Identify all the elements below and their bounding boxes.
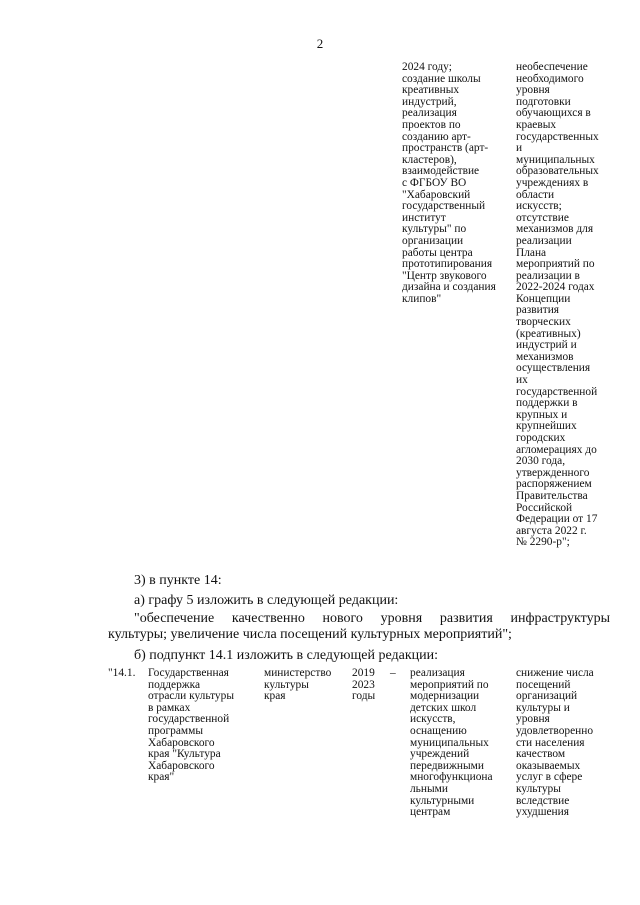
list-item-3: 3) в пункте 14: (134, 573, 222, 588)
quoted-amendment-line-2: культуры; увеличение числа посещений культурных мероприятий"; (108, 627, 512, 642)
table-cell-executor: министерство культуры края (264, 667, 332, 703)
table-cell-measures-continued: 2024 году; создание школы креативных индустрий, реализация проектов по созданию арт- пространств (арт- кластеров), взаимодействие с ФГБОУ ВО "Хабаровский государственный институт культуры" по организации работы центра прототипирования "Центр звукового дизайна и создания клипов" (402, 61, 496, 305)
quoted-amendment (108, 611, 610, 643)
list-item-a: а) графу 5 изложить в следующей редакции: (134, 593, 399, 608)
table-cell-period: 2019 2023 годы (352, 667, 376, 703)
table-cell-measures: реализация мероприятий по модернизации детских школ искусств, оснащению муниципальных учреждений передвижными многофункциона льными культурными центрам (410, 667, 493, 819)
table-cell-risks: снижение числа посещений организаций культуры и уровня удовлетворенно сти населения качеством оказываемых услуг в сфере культуры вследствие ухудшения (516, 667, 594, 819)
list-item-b: б) подпункт 14.1 изложить в следующей редакции: (134, 648, 438, 663)
table-cell-risks-continued: необеспечение необходимого уровня подготовки обучающихся в краевых государственных и муниципальных образовательных учреждениях в области искусств; отсутствие механизмов для реализации Плана мероприятий по реализации в 2022-2024 годах Концепции развития творческих (креативных) индустрий и механизмов осуществления их государственной поддержки в крупных и крупнейших городских агломерациях до 2030 года, утвержденного распоряжением Правительства Российской Федерации от 17 августа 2022 г. № 2290-р"; (516, 61, 599, 549)
quoted-amendment-line-1: "обеспечение качественно нового уровня развития инфраструктуры (134, 611, 610, 626)
page-number: 2 (316, 36, 324, 51)
table-cell-event-name: Государственная поддержка отрасли культуры в рамках государственной программы Хабаровского края "Культура Хабаровского края" (148, 667, 234, 784)
table-row-number: "14.1. (108, 667, 136, 679)
table-cell-period-dash: – (390, 667, 396, 679)
